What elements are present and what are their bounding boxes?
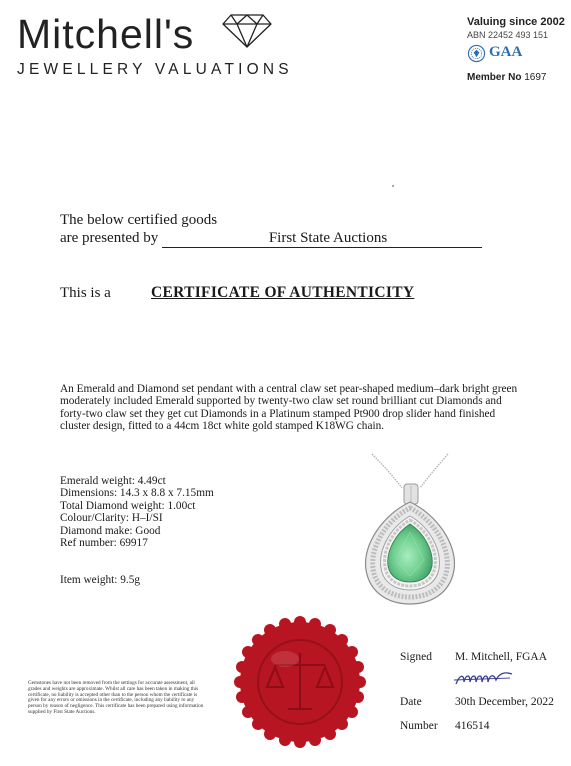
number-value: 416514	[455, 720, 490, 732]
item-weight: Item weight: 9.5g	[60, 574, 141, 586]
presenter-field	[162, 230, 482, 248]
certificate-prefix: This is a	[60, 285, 111, 301]
brand-name: Mitchell's	[17, 11, 195, 57]
detail-diamond-weight: Total Diamond weight: 1.00ct	[60, 499, 196, 512]
disclaimer-text: Gemstones have not been removed from the settings for accurate assessment, all grades and weights are approximate. Whilst all care has been taken in making this certificate, no liability is accepted other than to the person whom the certificate is given for any errors or omissions in the certificate, including any liability to any person by reason of negligence. This certificate has been prepared using information supplied by First State Auctions.	[28, 680, 204, 715]
item-details	[60, 475, 214, 549]
date-value: 30th December, 2022	[455, 696, 554, 708]
item-description: An Emerald and Diamond set pendant with a central claw set pear-shaped medium–dark bright green moderately included Emerald supported by twenty-two claw set round brilliant cut Diamonds and forty-two claw set they get cut Diamonds in a Platinum stamped Pt900 drop slider hand finished cluster design, fitted to a 44cm 18ct white gold stamped K18WG chain.	[60, 383, 518, 433]
brand-subtitle: JEWELLERY VALUATIONS	[17, 61, 293, 78]
member-no-value: 1697	[524, 72, 547, 83]
valuing-since: Valuing since 2002	[467, 16, 565, 28]
pendant-photo	[350, 452, 470, 612]
diamond-logo-icon	[221, 13, 273, 49]
detail-colour-clarity: Colour/Clarity: H–I/SI	[60, 512, 163, 525]
date-label: Date	[400, 696, 422, 708]
handwritten-signature	[452, 668, 516, 690]
intro-line-1: The below certified goods	[60, 212, 218, 228]
detail-ref-number: Ref number: 69917	[60, 537, 148, 550]
intro-line-2: are presented by	[60, 230, 159, 246]
detail-dimensions: Dimensions: 14.3 x 8.8 x 7.15mm	[60, 487, 214, 500]
signed-value: M. Mitchell, FGAA	[455, 651, 547, 663]
red-wax-seal	[233, 615, 367, 749]
gaa-emblem-icon	[467, 44, 486, 63]
stray-mark	[392, 185, 394, 187]
gaa-badge	[467, 44, 547, 68]
detail-emerald-weight: Emerald weight: 4.49ct	[60, 475, 166, 487]
number-label: Number	[400, 720, 438, 732]
member-label: Member No	[467, 72, 522, 83]
presenter-name: First State Auctions	[268, 230, 388, 246]
member-number	[467, 72, 546, 83]
signed-label: Signed	[400, 651, 432, 663]
abn-number: ABN 22452 493 151	[467, 30, 549, 40]
certificate-title: CERTIFICATE OF AUTHENTICITY	[151, 284, 415, 301]
gaa-label: GAA	[489, 44, 523, 60]
detail-diamond-make: Diamond make: Good	[60, 524, 161, 537]
